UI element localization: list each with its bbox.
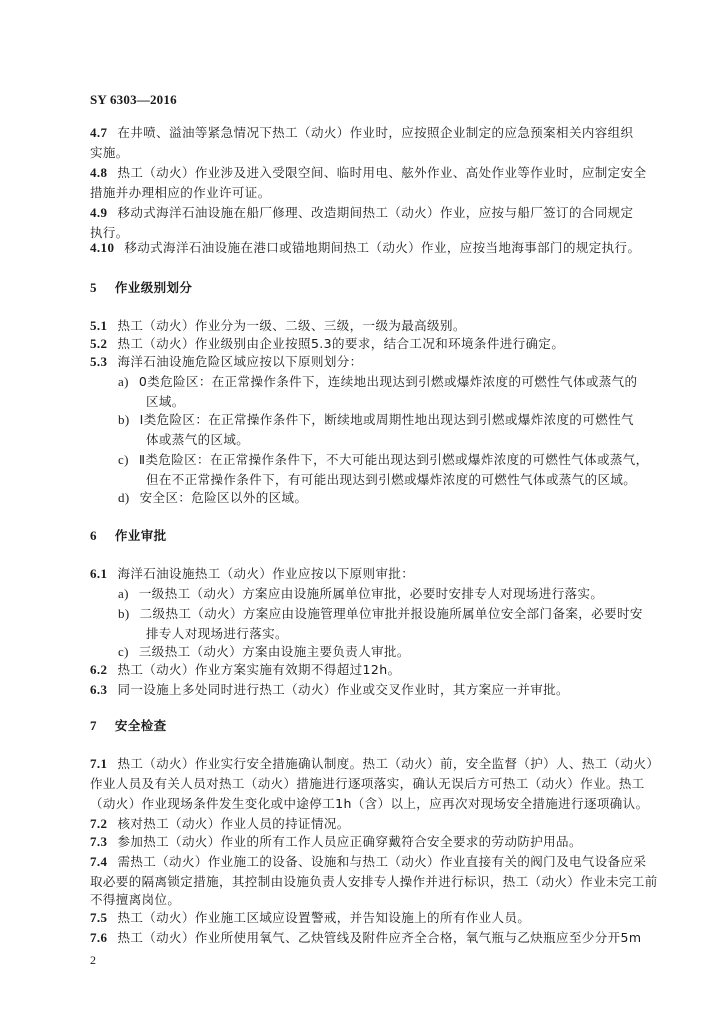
clause-7-4-line2: 取必要的隔离锁定措施，其控制由设施负责人安排专人操作并进行标识，热工（动火）作业未完工前 xyxy=(90,874,658,889)
page-number: 2 xyxy=(90,953,97,967)
clause-text: 在井喷、溢油等紧急情况下热工（动火）作业时，应按照企业制定的应急预案相关内容组织 xyxy=(117,125,634,140)
list-text: 0类危险区：在正常操作条件下，连续地出现达到引燃或爆炸浓度的可燃性气体或蒸气的 xyxy=(138,374,638,389)
list-item-5-3-d-line1 xyxy=(118,490,307,506)
list-item-5-3-a-line1 xyxy=(118,374,637,390)
clause-number: 5.1 xyxy=(90,318,108,333)
clause-number: 5.2 xyxy=(90,336,108,351)
clause-number: 6.1 xyxy=(90,566,108,581)
clause-number: 4.7 xyxy=(90,125,108,140)
clause-7-4-line1 xyxy=(90,854,646,870)
list-text: Ⅱ类危险区：在正常操作条件下，不大可能出现达到引燃或爆炸浓度的可燃性气体或蒸气， xyxy=(138,452,649,467)
clause-text: 移动式海洋石油设施在港口或锚地期间热工（动火）作业，应按当地海事部门的规定执行。 xyxy=(124,240,641,255)
section-number: 5 xyxy=(90,280,97,295)
clause-6-3 xyxy=(90,682,569,698)
clause-text: 参加热工（动火）作业的所有工作人员应正确穿戴符合安全要求的劳动防护用品。 xyxy=(117,834,582,849)
clause-7-1-line2: 作业人员及有关人员对热工（动火）措施进行逐项落实，确认无误后方可热工（动火）作业。热工 xyxy=(90,776,645,791)
clause-7-6 xyxy=(90,930,641,946)
clause-7-2 xyxy=(90,816,350,832)
clause-4-7-line2: 实施。 xyxy=(90,145,129,160)
section-6-heading xyxy=(90,528,167,544)
clause-number: 7.5 xyxy=(90,910,108,925)
list-label: a) xyxy=(118,374,129,389)
clause-number: 7.6 xyxy=(90,930,108,945)
clause-5-3 xyxy=(90,354,363,370)
list-item-5-3-c-line1 xyxy=(118,452,649,468)
list-item-5-3-c-line2: 但在不正常操作条件下，有可能出现达到引燃或爆炸浓度的可燃性气体或蒸气的区域。 xyxy=(146,472,637,487)
section-title: 作业级别划分 xyxy=(114,280,193,295)
document-code: SY 6303—2016 xyxy=(90,92,177,107)
clause-text: 核对热工（动火）作业人员的持证情况。 xyxy=(117,816,350,831)
clause-text: 同一设施上多处同时进行热工（动火）作业或交叉作业时，其方案应一并审批。 xyxy=(117,682,569,697)
list-item-5-3-b-line2: 体或蒸气的区域。 xyxy=(146,432,250,447)
list-item-6-1-c-line1 xyxy=(118,644,410,660)
list-label: d) xyxy=(118,490,130,505)
clause-number: 7.3 xyxy=(90,834,108,849)
clause-text: 热工（动火）作业涉及进入受限空间、临时用电、舷外作业、高处作业等作业时，应制定安全 xyxy=(117,165,647,180)
list-text: Ⅰ类危险区：在正常操作条件下，断续地或周期性地出现达到引燃或爆炸浓度的可燃性气 xyxy=(139,412,634,427)
list-item-6-1-a-line1 xyxy=(118,586,603,602)
list-text: 三级热工（动火）方案由设施主要负责人审批。 xyxy=(138,644,410,659)
clause-number: 7.2 xyxy=(90,816,108,831)
list-item-6-1-b-line2: 排专人对现场进行落实。 xyxy=(146,626,288,641)
list-item-6-1-b-line1 xyxy=(118,606,643,622)
section-7-heading xyxy=(90,718,167,734)
clause-4-9-line1 xyxy=(90,205,633,221)
clause-text: 热工（动火）作业级别由企业按照5.3的要求，结合工况和环境条件进行确定。 xyxy=(117,336,565,351)
clause-4-8-line2: 措施并办理相应的作业许可证。 xyxy=(90,185,271,200)
clause-number: 4.8 xyxy=(90,165,108,180)
clause-text: 热工（动火）作业方案实施有效期不得超过12h。 xyxy=(117,662,401,677)
clause-7-3 xyxy=(90,834,582,850)
list-item-5-3-a-line2: 区域。 xyxy=(146,394,185,409)
clause-7-1-line1 xyxy=(90,756,659,772)
clause-text: 移动式海洋石油设施在船厂修理、改造期间热工（动火）作业，应按与船厂签订的合同规定 xyxy=(117,205,634,220)
clause-number: 6.2 xyxy=(90,662,108,677)
section-title: 安全检查 xyxy=(114,718,167,733)
clause-number: 6.3 xyxy=(90,682,108,697)
clause-7-1-line3: （动火）作业现场条件发生变化或中途停工1h（含）以上，应再次对现场安全措施进行逐项确认。 xyxy=(90,796,649,811)
section-number: 7 xyxy=(90,718,97,733)
list-label: c) xyxy=(118,644,129,659)
clause-text: 海洋石油设施危险区域应按以下原则划分： xyxy=(117,354,363,369)
clause-number: 5.3 xyxy=(90,354,108,369)
clause-5-2 xyxy=(90,336,564,352)
section-title: 作业审批 xyxy=(114,528,167,543)
clause-5-1 xyxy=(90,318,466,334)
clause-number: 4.10 xyxy=(90,240,115,255)
clause-number: 7.1 xyxy=(90,756,108,771)
clause-6-1 xyxy=(90,566,414,582)
list-label: a) xyxy=(118,586,129,601)
list-text: 一级热工（动火）方案应由设施所属单位审批，必要时安排专人对现场进行落实。 xyxy=(138,586,604,601)
section-5-heading xyxy=(90,280,192,296)
clause-6-2 xyxy=(90,662,400,678)
clause-7-5 xyxy=(90,910,530,926)
clause-7-4-line3: 不得擅离岗位。 xyxy=(90,892,181,907)
clause-4-7-line1 xyxy=(90,125,633,141)
clause-text: 热工（动火）作业施工区域应设置警戒，并告知设施上的所有作业人员。 xyxy=(117,910,531,925)
list-text: 安全区：危险区以外的区域。 xyxy=(139,490,308,505)
list-text: 二级热工（动火）方案应由设施管理单位审批并报设施所属单位安全部门备案，必要时安 xyxy=(139,606,643,621)
clause-text: 海洋石油设施热工（动火）作业应按以下原则审批： xyxy=(117,566,415,581)
list-label: b) xyxy=(118,606,130,621)
clause-number: 4.9 xyxy=(90,205,108,220)
list-label: b) xyxy=(118,412,130,427)
clause-4-8-line1 xyxy=(90,165,646,181)
clause-text: 热工（动火）作业分为一级、二级、三级，一级为最高级别。 xyxy=(117,318,466,333)
clause-text: 热工（动火）作业所使用氧气、乙炔管线及附件应齐全合格，氧气瓶与乙炔瓶应至少分开5m xyxy=(117,930,642,945)
list-label: c) xyxy=(118,452,129,467)
clause-text: 需热工（动火）作业施工的设备、设施和与热工（动火）作业直接有关的阀门及电气设备应采 xyxy=(117,854,647,869)
clause-4-9-line2: 执行。 xyxy=(90,225,129,240)
clause-text: 热工（动火）作业实行安全措施确认制度。热工（动火）前，安全监督（护）人、热工（动火） xyxy=(117,756,660,771)
clause-4-10-line1 xyxy=(90,240,640,256)
list-item-5-3-b-line1 xyxy=(118,412,634,428)
section-number: 6 xyxy=(90,528,97,543)
clause-number: 7.4 xyxy=(90,854,108,869)
